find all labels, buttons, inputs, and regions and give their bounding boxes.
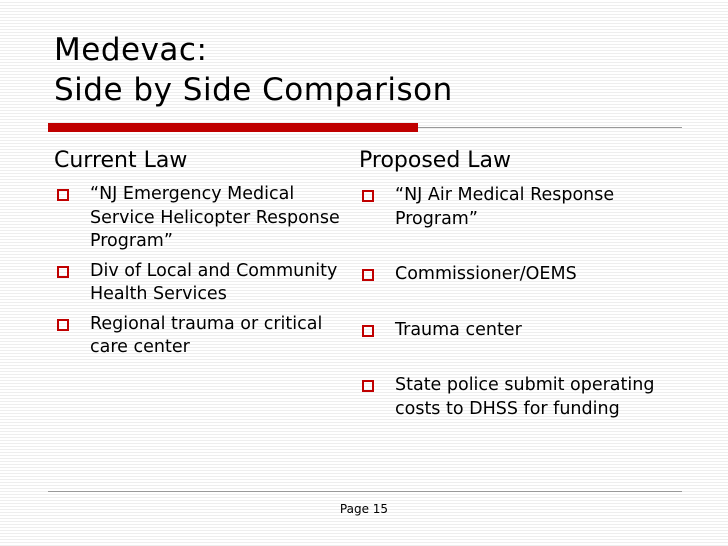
list-item-text: Regional trauma or critical care center	[90, 313, 323, 357]
list-item-text: Commissioner/OEMS	[395, 264, 577, 284]
current-law-list	[54, 183, 344, 360]
proposed-law-list	[359, 184, 679, 421]
page-number: Page 15	[339, 502, 389, 516]
list-item	[54, 183, 344, 254]
current-law-heading: Current Law	[54, 148, 188, 173]
square-bullet-icon	[57, 319, 69, 331]
square-bullet-icon	[362, 269, 374, 281]
title-underline	[48, 123, 682, 132]
slide-title-line-1: Medevac:	[54, 32, 208, 68]
proposed-law-heading: Proposed Law	[359, 148, 512, 173]
list-item	[359, 184, 679, 231]
list-item-text: Trauma center	[395, 319, 522, 340]
square-bullet-icon	[57, 266, 69, 278]
slide-title-line-2: Side by Side Comparison	[54, 72, 453, 108]
current-law-column	[54, 147, 344, 360]
slide-title	[54, 30, 453, 110]
footer-divider	[48, 491, 682, 492]
list-item	[359, 319, 679, 343]
square-bullet-icon	[362, 380, 374, 392]
proposed-law-column	[359, 147, 679, 421]
list-item	[359, 263, 679, 287]
square-bullet-icon	[362, 325, 374, 337]
square-bullet-icon	[362, 190, 374, 202]
title-underline-red-bar	[48, 123, 418, 132]
list-item-text: State police submit operating costs to DHSS for funding	[395, 375, 655, 419]
square-bullet-icon	[57, 189, 69, 201]
list-item	[54, 260, 344, 307]
list-item-text: “NJ Air Medical Response Program”	[395, 185, 615, 229]
list-item-text: “NJ Emergency Medical Service Helicopter Response Program”	[90, 184, 340, 251]
list-item	[359, 374, 679, 421]
list-item-text: Div of Local and Community Health Services	[90, 260, 338, 304]
list-item	[54, 313, 344, 360]
title-underline-gray-line	[418, 127, 682, 128]
